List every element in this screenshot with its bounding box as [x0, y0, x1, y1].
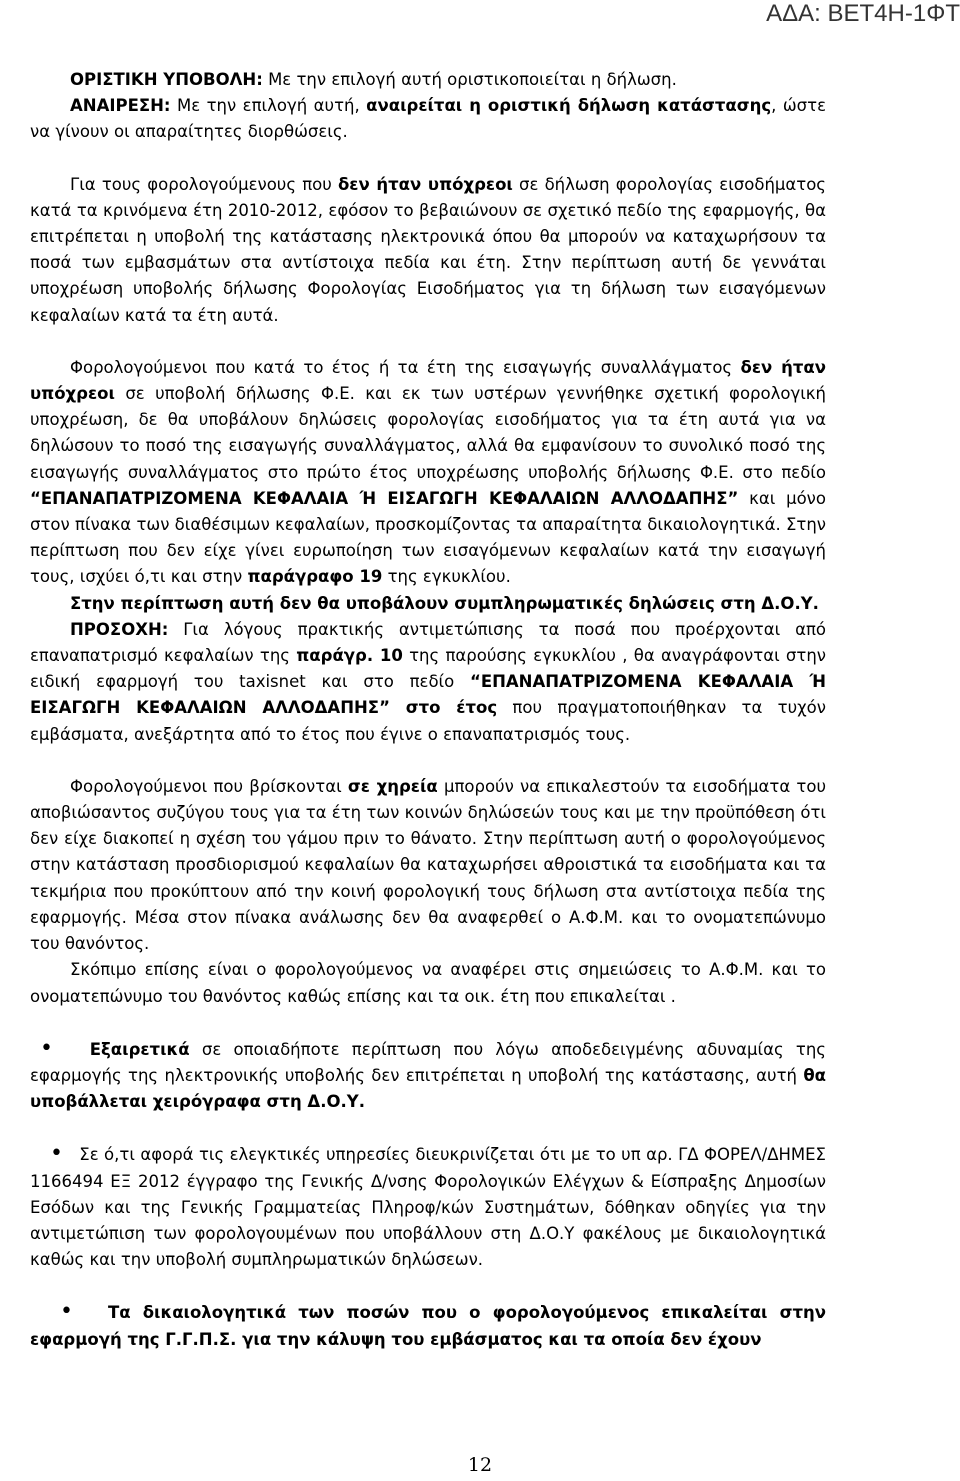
page-number: 12	[467, 1454, 493, 1476]
audit-services-bullet: • Σε ό,τι αφορά τις ελεγκτικές υπηρεσίες διευκρινίζεται ότι με το υπ αρ. ΓΔ ΦΟΡΕΛ/ΔΗΜΕΣ 1166494 ΕΞ 2012 έγγραφο της Γενικής Δ/νσης Φορολογικών Ελέγχων & Είσπραξης Δημοσίων Εσόδων και της Γενικής Γραμματείας Πληροφ/κών Συστημάτων, δόθηκαν οδηγίες για την αντιμετώπιση των φορολογουμένων που υποβάλλουν στη Δ.Ο.Υ φακέλους με δικαιολογητικά καθώς και την υποβολή συμπληρωματικών δηλώσεων.	[30, 1141, 826, 1270]
non-obligated-paragraph: Για τους φορολογούμενους που δεν ήταν υπόχρεοι σε δήλωση φορολογίας εισοδήματος κατά τα κρινόμενα έτη 2010-2012, εφόσον το βεβαιώνουν σε σχετικό πεδίο της εφαρμογής, θα επιτρέπεται η υποβολή της κατάστασης ηλεκτρονικά όπου θα μπορούν να καταχωρήσουν τα ποσά των εμβασμάτων στα αντίστοιχα πεδία και έτη. Στην περίπτωση αυτή δε γεννάται υποχρέωση υποβολής δήλωσης Φορολογίας Εισοδήματος για τη δήλωση των εισαγόμενων κεφαλαίων κατά τα έτη αυτά.	[30, 174, 826, 325]
later-obligation-paragraph: Φορολογούμενοι που κατά το έτος ή τα έτη της εισαγωγής συναλλάγματος δεν ήταν υπόχρεοι σε υποβολή δήλωσης Φ.Ε. και εκ των υστέρων γεννήθηκε σχετική φορολογική υποχρέωση, δε θα υποβάλουν δηλώσεις φορολογίας εισοδήματος για τα έτη αυτά για να δηλώσουν το ποσό της εισαγωγής συναλλάγματος, αλλά θα εμφανίσουν το συνολικό ποσό της εισαγωγής συναλλάγματος στο πρώτο έτος υποχρέωσης υποβολής δήλωσης Φ.Ε. στο πεδίο “ΕΠΑΝΑΠΑΤΡΙΖΟΜΕΝΑ ΚΕΦΑΛΑΙΑ Ή ΕΙΣΑΓΩΓΗ ΚΕΦΑΛΑΙΩΝ ΑΛΛΟΔΑΠΗΣ” και μόνο στον πίνακα των διαθέσιμων κεφαλαίων, προσκομίζοντας τα απαραίτητα δικαιολογητικά. Στην περίπτωση που δεν είχε γίνει ευρωποίηση των εισαγόμενων κεφαλαίων κατά την εισαγωγή τους, ισχύει ό,τι και στην παράγραφο 19 της εγκυκλίου.	[30, 357, 826, 587]
bullet-icon: •	[60, 1299, 73, 1325]
cancellation-paragraph: ΑΝΑΙΡΕΣΗ: Με την επιλογή αυτή, αναιρείται η οριστική δήλωση κατάστασης, ώστε να γίνουν οι απαραίτητες διορθώσεις.	[30, 96, 826, 142]
bullet-icon: •	[40, 1035, 53, 1061]
no-supplementary-paragraph: Στην περίπτωση αυτή δεν θα υποβάλουν συμπληρωματικές δηλώσεις στη Δ.Ο.Υ.	[70, 593, 819, 613]
ada-code: ΑΔΑ: ΒΕΤ4Η-1ΦΤ	[766, 0, 960, 27]
bullet-icon: •	[50, 1141, 63, 1167]
exception-bullet: • Εξαιρετικά σε οποιαδήποτε περίπτωση που λόγω αποδεδειγμένης αδυναμίας της εφαρμογής της ηλεκτρονικής υποβολής δεν επιτρέπεται η υποβολή της κατάστασης, αυτή θα υποβάλλεται χειρόγραφα στη Δ.Ο.Υ.	[30, 1035, 826, 1112]
supporting-documents-bullet: • Τα δικαιολογητικά των ποσών που ο φορολογούμενος επικαλείται στην εφαρμογή της Γ.Γ.Π.Σ. για την κάλυψη του εμβάσματος και τα οποία δεν έχουν	[30, 1299, 826, 1349]
document-body	[30, 0, 826, 1353]
notes-paragraph: Σκόπιμο επίσης είναι ο φορολογούμενος να αναφέρει στις σημειώσεις το Α.Φ.Μ. και το ονοματεπώνυμο του θανόντος καθώς επίσης και τα οικ. έτη που επικαλείται .	[30, 960, 826, 1006]
widowhood-paragraph: Φορολογούμενοι που βρίσκονται σε χηρεία μπορούν να επικαλεστούν τα εισοδήματα του αποβιώσαντος συζύγου τους για τα έτη των κοινών δηλώσεών τους και με την προϋπόθεση ότι δεν είχε διακοπεί η σχέση του γάμου πριν το θάνατο. Στην περίπτωση αυτή ο φορολογούμενος στην κατάσταση προσδιορισμού κεφαλαίων θα καταχωρήσει αθροιστικά τα εισοδήματα και τα τεκμήρια που προκύπτουν από την κοινή φορολογική τους δήλωση στα αντίστοιχα πεδία της εφαρμογής. Μέσα στον πίνακα ανάλωσης δεν θα αναφερθεί ο Α.Φ.Μ. και το ονοματεπώνυμο του θανόντος.	[30, 776, 827, 954]
final-submission-paragraph: ΟΡΙΣΤΙΚΗ ΥΠΟΒΟΛΗ: Με την επιλογή αυτή οριστικοποιείται η δήλωση.	[70, 70, 677, 89]
attention-paragraph: ΠΡΟΣΟΧΗ: Για λόγους πρακτικής αντιμετώπισης τα ποσά που προέρχονται από επαναπατρισμό κεφαλαίων της παράγρ. 10 της παρούσης εγκυκλίου , θα αναγράφονται στην ειδική εφαρμογή του taxisnet και στο πεδίο “ΕΠΑΝΑΠΑΤΡΙΖΟΜΕΝΑ ΚΕΦΑΛΑΙΑ Ή ΕΙΣΑΓΩΓΗ ΚΕΦΑΛΑΙΩΝ ΑΛΛΟΔΑΠΗΣ” στο έτος που πραγματοποιήθηκαν τα τυχόν εμβάσματα, ανεξάρτητα από το έτος που έγινε ο επαναπατρισμός τους.	[30, 619, 826, 744]
